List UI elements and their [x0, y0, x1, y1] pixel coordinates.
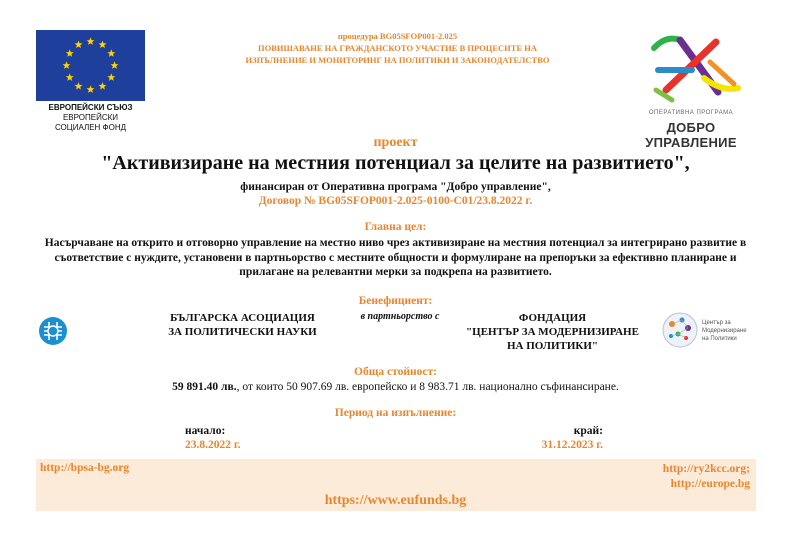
- eu-caption: ЕВРОПЕЙСКИ СЪЮЗ ЕВРОПЕЙСКИ СОЦИАЛЕН ФОНД: [48, 103, 133, 132]
- bpsa-link[interactable]: http://bpsa-bg.org: [40, 462, 130, 474]
- start-date: 23.8.2022 г.: [185, 439, 241, 451]
- europe-link[interactable]: http://europe.bg: [670, 478, 750, 490]
- procedure-text: процедура BG05SFOP001-2.025 ПОВИШАВАНЕ НА ГРАЖДАНСКОТО УЧАСТИЕ В ПРОЦЕСИТЕ НА ИЗПЪЛНЕНИЕ И МОНИТОРИНГ НА ПОЛИТИКИ И ЗАКОНОДАТЕЛСТВО: [245, 31, 550, 65]
- project-label: проект: [373, 135, 418, 150]
- value-text: [0, 381, 791, 393]
- partner-logo-text-1: Център за: [702, 320, 731, 326]
- project-title: "Активизиране на местния потенциал за целите на развитието",: [101, 152, 690, 174]
- partner-logo-text-2: Модернизиране: [702, 328, 747, 334]
- beneficiary-name: БЪЛГАРСКА АСОЦИАЦИЯ ЗА ПОЛИТИЧЕСКИ НАУКИ: [168, 312, 317, 338]
- beneficiary-heading: Бенефициент:: [358, 295, 433, 307]
- bpsa-logo-icon: [38, 316, 68, 346]
- partner-links: [600, 462, 750, 492]
- eu-flag-logo: [36, 30, 145, 101]
- partnership-text: в партньорство с: [360, 311, 440, 322]
- goal-text: Насърчаване на открито и отговорно управление на местно ниво чрез активизиране на местния потенциал за интегрирано развитие в съответствие с нуждите, установени в партньорство с местните общности и формулиране на препоръки за ефективно планиране и прилагане на релевантни мерки за подкрепа на развитието.: [44, 237, 747, 278]
- partner-name: ФОНДАЦИЯ "ЦЕНТЪР ЗА МОДЕРНИЗИРАНЕ НА ПОЛИТИКИ": [466, 312, 639, 352]
- ry2kcc-link[interactable]: http://ry2kcc.org;: [662, 463, 750, 475]
- end-date: 31.12.2023 г.: [541, 439, 603, 451]
- partner-logo-text-3: на Политики: [702, 336, 737, 342]
- financed-by: финансиран от Оперативна програма "Добро управление",: [240, 181, 551, 193]
- value-total: 59 891.40 лв.: [172, 381, 237, 393]
- value-breakdown: , от които 50 907.69 лв. европейско и 8 983.71 лв. национално съфинансиране.: [236, 381, 619, 393]
- op-name: ДОБРО УПРАВЛЕНИЕ: [645, 120, 737, 150]
- contract-number: Договор № BG05SFOP001-2.025-0100-C01/23.8.2022 г.: [258, 195, 533, 207]
- end-label: край:: [573, 425, 603, 437]
- value-heading: Обща стойност:: [354, 366, 437, 378]
- eufunds-link[interactable]: https://www.eufunds.bg: [324, 493, 467, 508]
- op-label: ОПЕРАТИВНА ПРОГРАМА: [648, 110, 734, 116]
- goal-heading: Главна цел:: [364, 221, 427, 233]
- period-heading: Период на изпълнение:: [334, 407, 457, 419]
- start-label: начало:: [185, 425, 226, 437]
- partner-logo-icon: [660, 310, 755, 350]
